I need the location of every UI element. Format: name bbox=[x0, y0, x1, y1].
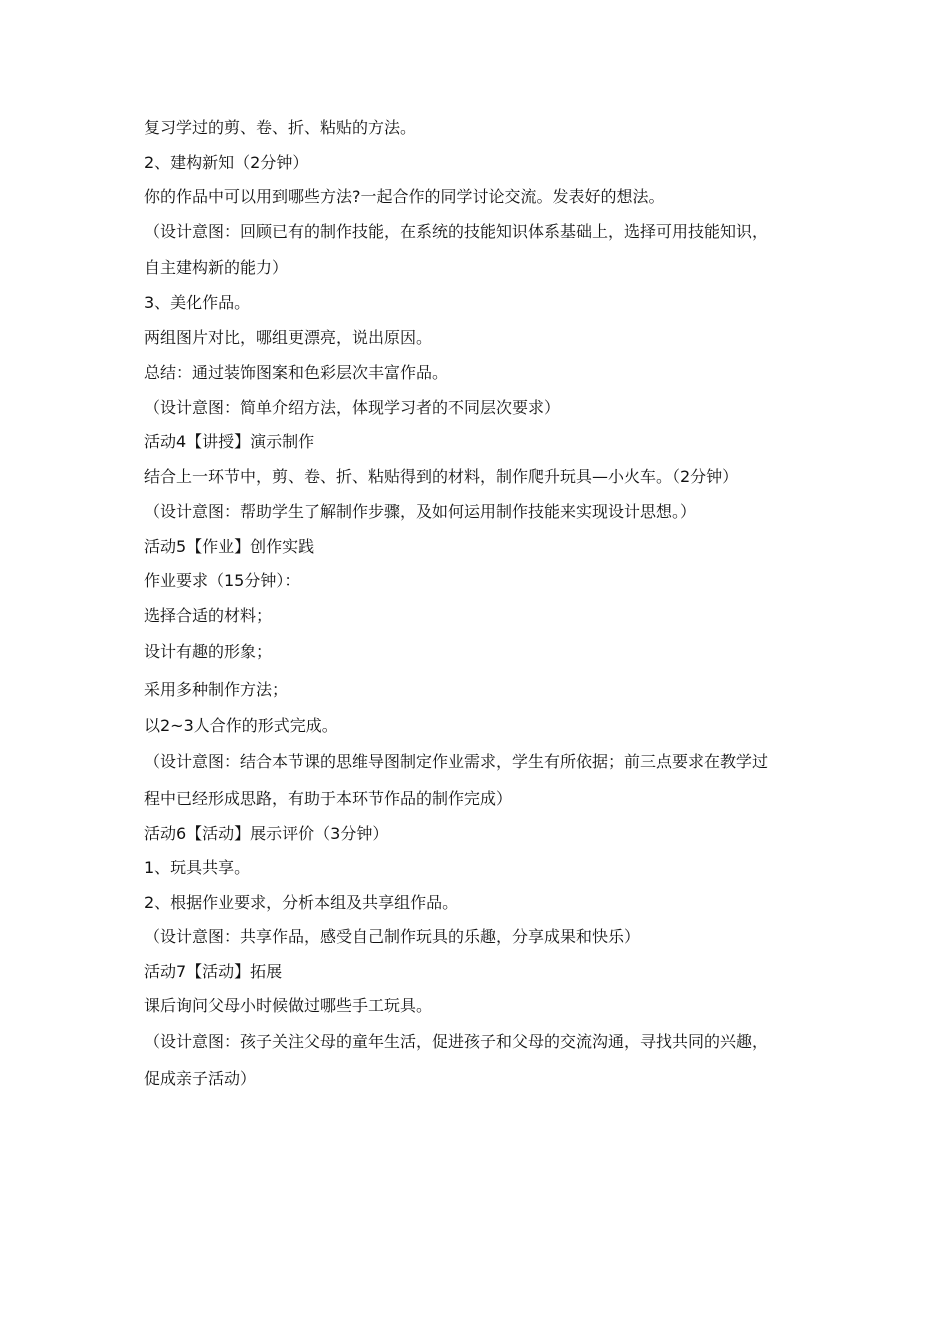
text-line: 2、根据作业要求，分析本组及共享组作品。 bbox=[144, 893, 459, 912]
design-intent-note: （设计意图：帮助学生了解制作步骤，及如何运用制作技能来实现设计思想。） bbox=[144, 502, 697, 521]
section-heading: 2、建构新知（2分钟） bbox=[144, 153, 309, 172]
activity-heading: 活动6【活动】展示评价（3分钟） bbox=[144, 824, 389, 843]
section-heading: 3、美化作品。 bbox=[144, 293, 251, 312]
text-line: 两组图片对比，哪组更漂亮，说出原因。 bbox=[144, 328, 433, 347]
list-item: 以2~3人合作的形式完成。 bbox=[144, 716, 338, 735]
text-line: 总结：通过装饰图案和色彩层次丰富作品。 bbox=[144, 363, 449, 382]
activity-heading: 活动7【活动】拓展 bbox=[144, 962, 283, 981]
design-intent-note: （设计意图：回顾已有的制作技能，在系统的技能知识体系基础上，选择可用技能知识， bbox=[144, 222, 769, 241]
activity-heading: 活动5【作业】创作实践 bbox=[144, 537, 315, 556]
text-line: 复习学过的剪、卷、折、粘贴的方法。 bbox=[144, 118, 417, 137]
text-line: 课后询问父母小时候做过哪些手工玩具。 bbox=[144, 996, 433, 1015]
text-line: 作业要求（15分钟）： bbox=[144, 571, 301, 590]
text-line: 你的作品中可以用到哪些方法?一起合作的同学讨论交流。发表好的想法。 bbox=[144, 187, 665, 206]
design-intent-note: （设计意图：孩子关注父母的童年生活，促进孩子和父母的交流沟通，寻找共同的兴趣， bbox=[144, 1032, 769, 1051]
design-intent-note: （设计意图：简单介绍方法，体现学习者的不同层次要求） bbox=[144, 398, 561, 417]
list-item: 采用多种制作方法； bbox=[144, 680, 289, 699]
text-line: 1、玩具共享。 bbox=[144, 858, 251, 877]
list-item: 设计有趣的形象； bbox=[144, 642, 273, 661]
design-intent-note: （设计意图：结合本节课的思维导图制定作业需求，学生有所依据；前三点要求在教学过 bbox=[144, 752, 769, 771]
design-intent-note: 程中已经形成思路，有助于本环节作品的制作完成） bbox=[144, 789, 513, 808]
text-line: 结合上一环节中，剪、卷、折、粘贴得到的材料，制作爬升玩具—小火车。（2分钟） bbox=[144, 467, 739, 486]
activity-heading: 活动4【讲授】演示制作 bbox=[144, 432, 315, 451]
design-intent-note: （设计意图：共享作品，感受自己制作玩具的乐趣，分享成果和快乐） bbox=[144, 927, 641, 946]
design-intent-note: 自主建构新的能力） bbox=[144, 258, 289, 277]
list-item: 选择合适的材料； bbox=[144, 606, 273, 625]
design-intent-note: 促成亲子活动） bbox=[144, 1069, 257, 1088]
